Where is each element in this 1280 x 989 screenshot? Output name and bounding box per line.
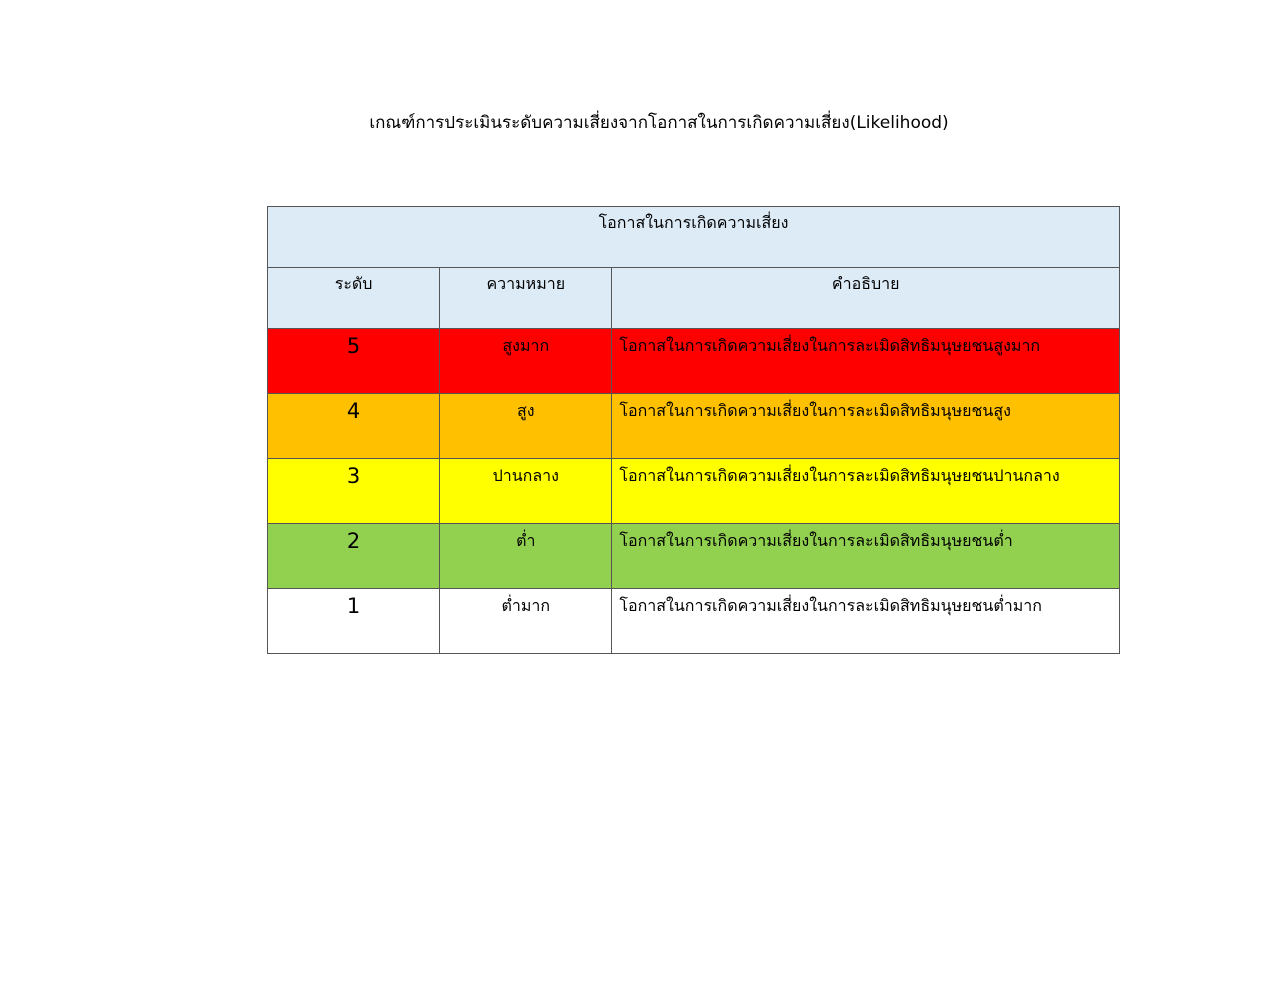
meaning-cell: ปานกลาง [440, 459, 612, 524]
level-cell: 5 [268, 329, 440, 394]
meaning-cell: สูง [440, 394, 612, 459]
description-cell: โอกาสในการเกิดความเสี่ยงในการละเมิดสิทธิมนุษยชนสูงมาก [612, 329, 1120, 394]
level-cell: 2 [268, 524, 440, 589]
table-row [268, 524, 1120, 589]
description-cell: โอกาสในการเกิดความเสี่ยงในการละเมิดสิทธิมนุษยชนสูง [612, 394, 1120, 459]
level-cell: 4 [268, 394, 440, 459]
description-cell: โอกาสในการเกิดความเสี่ยงในการละเมิดสิทธิมนุษยชนต่ำมาก [612, 589, 1120, 654]
group-header-row [268, 207, 1120, 268]
column-header-level: ระดับ [268, 268, 440, 329]
column-header-description: คำอธิบาย [612, 268, 1120, 329]
meaning-cell: สูงมาก [440, 329, 612, 394]
meaning-cell: ต่ำ [440, 524, 612, 589]
table-row [268, 459, 1120, 524]
likelihood-table [267, 206, 1120, 654]
column-header-meaning: ความหมาย [440, 268, 612, 329]
level-cell: 1 [268, 589, 440, 654]
level-cell: 3 [268, 459, 440, 524]
table-row [268, 589, 1120, 654]
column-header-row [268, 268, 1120, 329]
meaning-cell: ต่ำมาก [440, 589, 612, 654]
group-header: โอกาสในการเกิดความเสี่ยง [268, 207, 1120, 268]
table-row [268, 329, 1120, 394]
table-row [268, 394, 1120, 459]
page-title: เกณฑ์การประเมินระดับความเสี่ยงจากโอกาสในการเกิดความเสี่ยง(Likelihood) [369, 113, 949, 133]
description-cell: โอกาสในการเกิดความเสี่ยงในการละเมิดสิทธิมนุษยชนปานกลาง [612, 459, 1120, 524]
description-cell: โอกาสในการเกิดความเสี่ยงในการละเมิดสิทธิมนุษยชนต่ำ [612, 524, 1120, 589]
